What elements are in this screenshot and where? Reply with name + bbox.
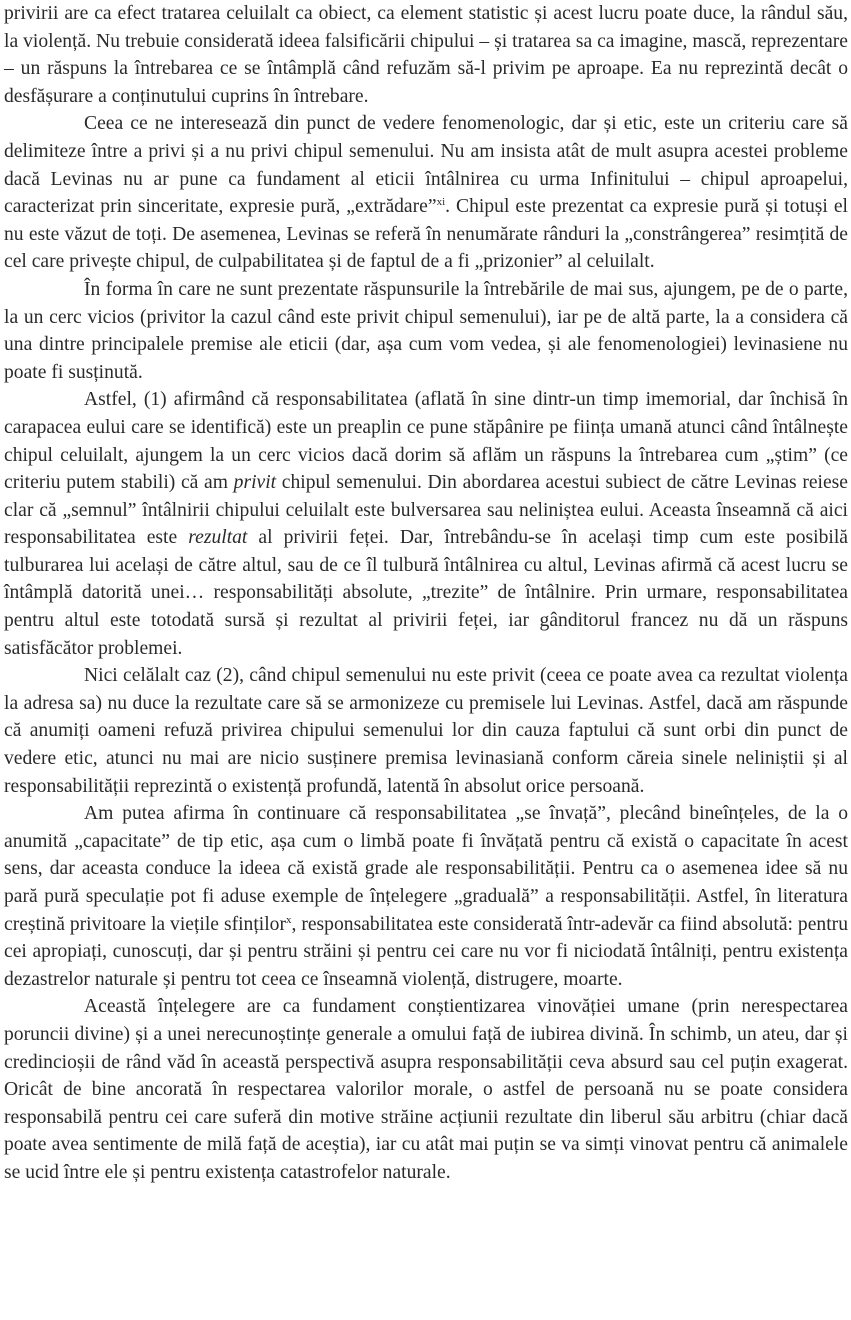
body-paragraph [4,993,848,1186]
italic-emphasis: rezultat [188,527,248,549]
text-run: . Chipul este prezentat ca expresie pură și totuși el nu este văzut de toți. De asemenea, Levinas se referă în nenumărate rânduri la „constrângerea” resimțită de cel care privește chipul, de culpabilitatea și de faptul de a fi „prizonier” al celuilalt. [4,196,848,273]
body-paragraph [4,110,848,276]
body-paragraph [4,662,848,800]
text-run: Nici celălalt caz (2), când chipul semenului nu este privit (ceea ce poate avea ca rezultat violența la adresa sa) nu duce la rezultate care să se armonizeze cu premisele lui Levinas. Astfel, dacă am răspunde că anumiți oameni refuză privirea chipului semenului lor din cauza faptului că sunt orbi din punct de vedere etic, atunci nu mai are nicio susținere premisa levinasiană conform căreia sinele neliniștii și al responsabilității reprezintă o existență profundă, latentă în absolut orice persoană. [4,665,848,797]
italic-emphasis: privit [233,472,277,494]
text-run: În forma în care ne sunt prezentate răspunsurile la întrebările de mai sus, ajungem, pe de o parte, la un cerc vicios (privitor la cazul când este privit chipul semenului), iar pe de altă parte, la a considera că una dintre principalele premise ale eticii (dar, așa cum vom vedea, și ale fenomenologiei) levinasiene nu poate fi susținută. [4,278,848,383]
body-paragraph [4,0,848,110]
footnote-marker: x [286,913,292,926]
text-run: chipul semenului. Din abordarea acestui subiect de către Levinas reiese clar că „semnul” întâlnirii chipului celuilalt este bulversarea sau neliniștea eului. Aceasta înseamnă că aici responsabilitatea este [4,472,848,549]
text-run: Am putea afirma în continuare că responsabilitatea „se învață”, plecând bineînțeles, de la o anumită „capacitate” de tip etic, așa cum o limbă poate fi învățată pentru că există o capacitate în acest sens, dar aceasta conduce la ideea că există grade ale responsabilității. Pentru ca o asemenea idee să nu pară pură speculație pot fi aduse exemple de înțelegere „graduală” a responsabilității. Astfel, în literatura creștină privitoare la viețile sfinților [4,803,848,935]
text-run: Această înțelegere are ca fundament conștientizarea vinovăției umane (prin nerespectarea poruncii divine) și a unei nerecunoștințe generale a omului față de iubirea divină. În schimb, un ateu, dar și credincioșii de rând văd în această perspectivă asupra responsabilității ceva absurd sau cel puțin exagerat. Oricât de bine ancorată în respectarea valorilor morale, o astfel de persoană nu se poate considera responsabilă pentru cei care suferă din motive străine acțiunii rezultate din liberul său arbitru (chiar dacă poate avea sentimente de milă față de aceștia), iar cu atât mai puțin se va simți vinovat pentru că animalele se ucid între ele și pentru existența catastrofelor naturale. [4,996,848,1183]
body-paragraph [4,276,848,386]
body-paragraph [4,386,848,662]
body-paragraph [4,800,848,993]
text-run: Ceea ce ne interesează din punct de vedere fenomenologic, dar și etic, este un criteriu care să delimiteze între a privi și a nu privi chipul semenului. Nu am insista atât de mult asupra acestei probleme dacă Levinas nu ar pune ca fundament al eticii întâlnirea cu urma Infinitului – chipul aproapelui, caracterizat prin sinceritate, expresie pură, „extrădare” [4,113,848,218]
text-run: al privirii feței. Dar, întrebându-se în același timp cum este posibilă tulburarea lui același de către altul, sau de ce îl tulbură întâlnirea cu altul, Levinas afirmă că acest lucru se întâmplă datorită unei… responsabilități absolute, „trezite” de întâlnire. Prin urmare, responsabilitatea pentru altul este totodată sursă și rezultat al privirii feței, iar gânditorul francez nu dă un răspuns satisfăcător problemei. [4,527,848,659]
text-run: Astfel, (1) afirmând că responsabilitatea (aflată în sine dintr-un timp imemorial, dar închisă în carapacea eului care se identifică) este un preaplin ce pune stăpânire pe ființa umană atunci când întâlnește chipul celuilalt, ajungem la un cerc vicios dacă dorim să aflăm un răspuns la întrebarea cum „știm” (ce criteriu putem stabili) că am [4,389,848,494]
text-run: privirii are ca efect tratarea celuilalt ca obiect, ca element statistic și acest lucru poate duce, la rândul său, la violență. Nu trebuie considerată ideea falsificării chipului – și tratarea sa ca imagine, mască, reprezentare – un răspuns la întrebarea ce se întâmplă când refuzăm să-l privim pe aproape. Ea nu reprezintă decât o desfășurare a conținutului cuprins în întrebare. [4,3,848,107]
text-run: , responsabilitatea este considerată într-adevăr ca fiind absolută: pentru cei apropiați, cunoscuți, dar și pentru străini și pentru cei care nu vor fi niciodată întâlniți, pentru existența dezastrelor naturale și pentru tot ceea ce înseamnă violență, distrugere, moarte. [4,913,848,990]
footnote-marker: xi [436,196,446,209]
